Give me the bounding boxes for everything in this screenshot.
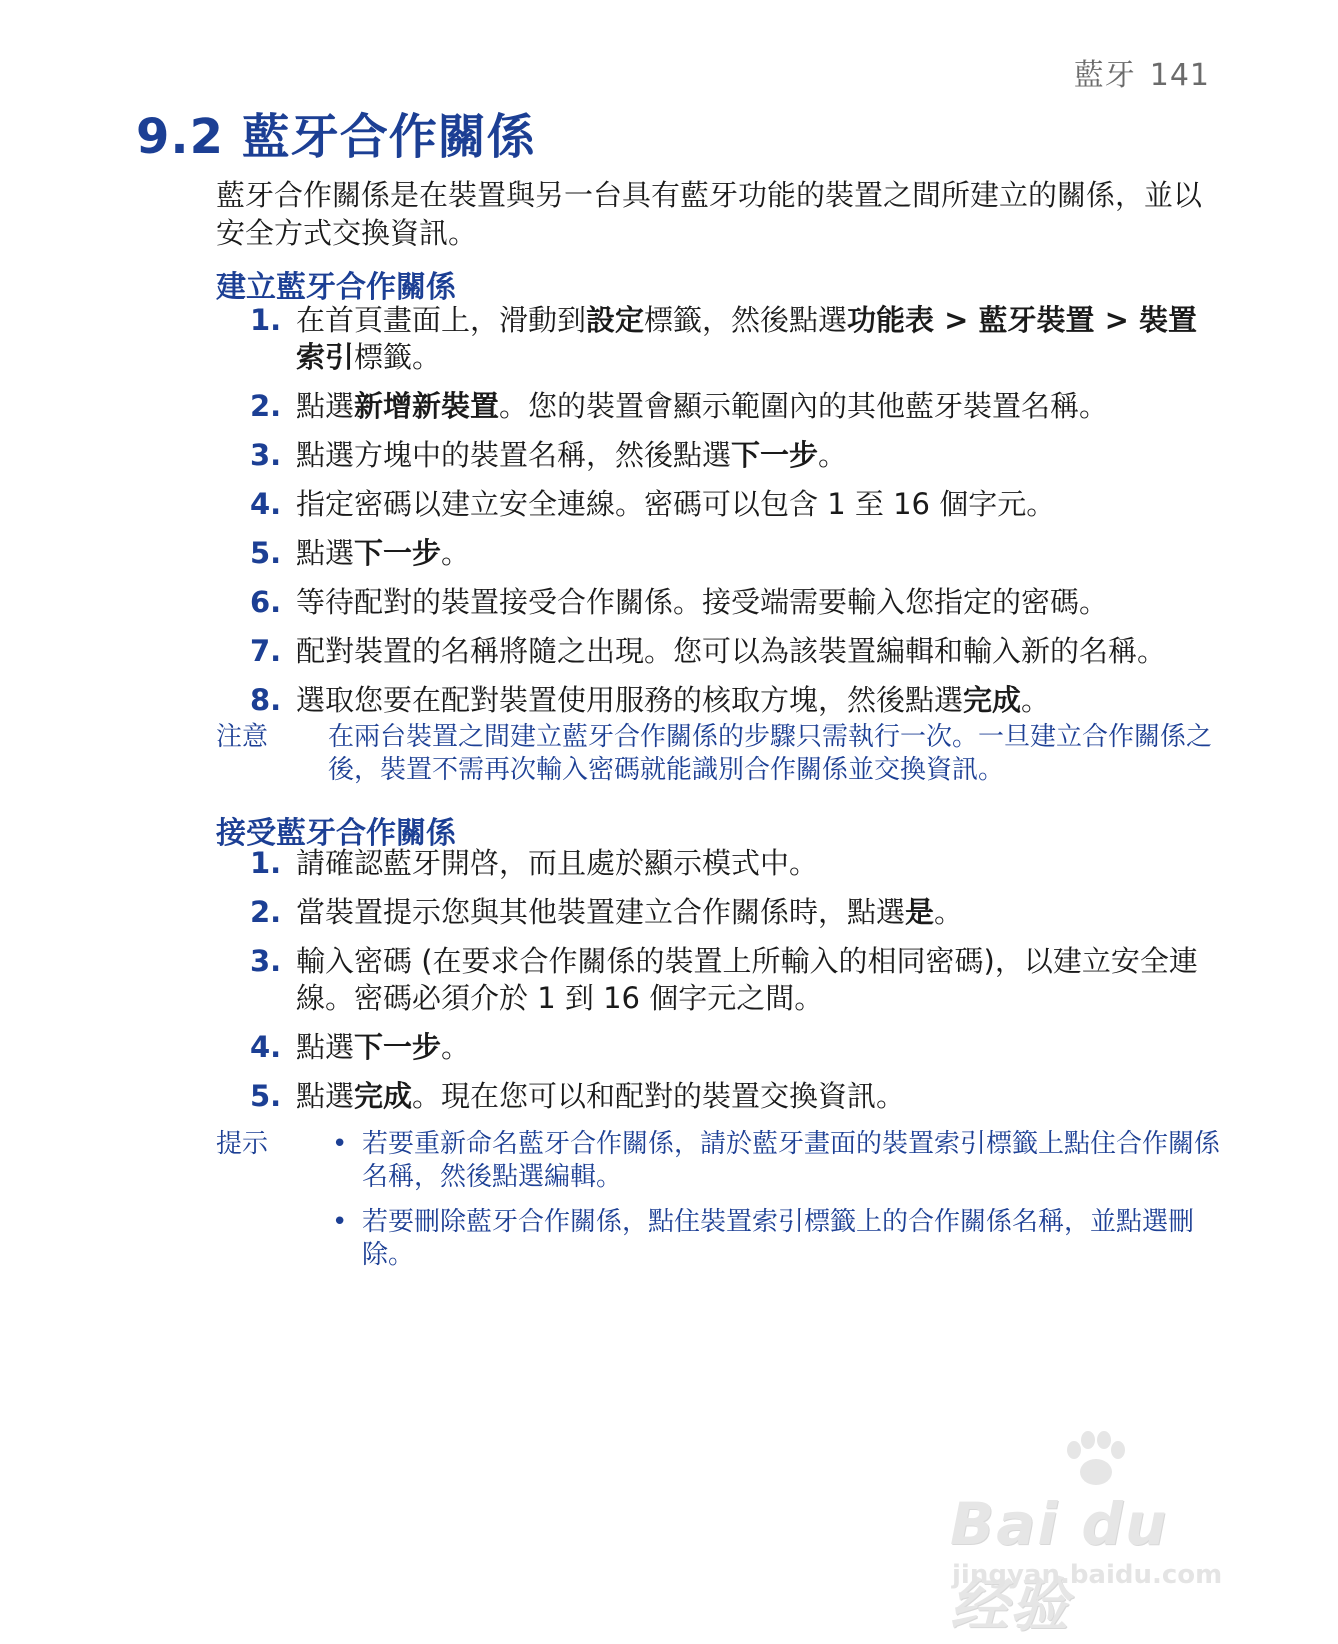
tip-label: 提示 [216, 1129, 269, 1159]
create-step-4 [216, 486, 1226, 523]
page-number: 141 [1149, 58, 1210, 93]
bullet-icon: • [332, 1129, 348, 1159]
accept-step-3 [216, 943, 1226, 1017]
create-step-8 [216, 682, 1226, 719]
create-heading: 建立藍牙合作關係 [216, 270, 456, 305]
step-text: 配對裝置的名稱將隨之出現。您可以為該裝置編輯和輸入新的名稱。 [296, 634, 1167, 668]
accept-step-5 [216, 1078, 1226, 1115]
step-number: 1. [250, 846, 282, 880]
step-text: 點選方塊中的裝置名稱，然後點選下一步。 [296, 438, 848, 472]
watermark-logo: Bai du 经验 [950, 1490, 1169, 1639]
step-text: 點選完成。現在您可以和配對的裝置交換資訊。 [296, 1079, 906, 1113]
step-text: 選取您要在配對裝置使用服務的核取方塊，然後點選完成。 [296, 683, 1051, 717]
accept-step-1 [216, 845, 1226, 882]
tip-text: 若要刪除藍牙合作關係，點住裝置索引標籤上的合作關係名稱，並點選刪除。 [362, 1207, 1195, 1270]
header-section: 藍牙 [1073, 58, 1136, 93]
paw-icon [1060, 1430, 1130, 1490]
create-step-1 [216, 302, 1226, 376]
step-number: 1. [250, 303, 282, 337]
note-label: 注意 [216, 722, 269, 752]
step-text: 輸入密碼 (在要求合作關係的裝置上所輸入的相同密碼)，以建立安全連線。密碼必須介於 1 到 16 個字元之間。 [296, 944, 1198, 1015]
create-step-2 [216, 388, 1226, 425]
section-title: 9.2 藍牙合作關係 [136, 109, 536, 165]
bullet-icon: • [332, 1207, 348, 1237]
step-text: 請確認藍牙開啓，而且處於顯示模式中。 [296, 846, 819, 880]
create-steps-list [216, 302, 1226, 731]
note-text: 在兩台裝置之間建立藍牙合作關係的步驟只需執行一次。一旦建立合作關係之後，裝置不需再次輸入密碼就能識別合作關係並交換資訊。 [328, 722, 1213, 785]
page-header [1074, 50, 1210, 94]
step-text: 點選下一步。 [296, 1030, 471, 1064]
step-number: 2. [250, 895, 282, 929]
step-text: 當裝置提示您與其他裝置建立合作關係時，點選是。 [296, 895, 964, 929]
step-number: 3. [250, 438, 282, 472]
accept-step-2 [216, 894, 1226, 931]
step-text: 點選下一步。 [296, 536, 471, 570]
step-number: 4. [250, 487, 282, 521]
create-step-7 [216, 633, 1226, 670]
tip-list [328, 1128, 1226, 1272]
step-number: 5. [250, 536, 282, 570]
step-text: 在首頁畫面上，滑動到設定標籤，然後點選功能表 > 藍牙裝置 > 裝置索引標籤。 [296, 303, 1198, 374]
accept-step-4 [216, 1029, 1226, 1066]
step-text: 等待配對的裝置接受合作關係。接受端需要輸入您指定的密碼。 [296, 585, 1109, 619]
tip-item-2 [328, 1206, 1226, 1272]
step-text: 點選新增新裝置。您的裝置會顯示範圍內的其他藍牙裝置名稱。 [296, 389, 1109, 423]
tip-item-1 [328, 1128, 1226, 1194]
accept-steps-list [216, 845, 1226, 1127]
create-step-6 [216, 584, 1226, 621]
watermark-url: jingyan.baidu.com [952, 1560, 1223, 1590]
baidu-watermark [950, 1430, 1250, 1639]
step-number: 8. [250, 683, 282, 717]
intro-paragraph: 藍牙合作關係是在裝置與另一台具有藍牙功能的裝置之間所建立的關係，並以安全方式交換資訊。 [216, 178, 1203, 250]
step-number: 3. [250, 944, 282, 978]
create-step-3 [216, 437, 1226, 474]
tip-box [216, 1128, 1226, 1284]
note-box [216, 721, 1226, 787]
step-number: 5. [250, 1079, 282, 1113]
step-text: 指定密碼以建立安全連線。密碼可以包含 1 至 16 個字元。 [296, 487, 1056, 521]
step-number: 7. [250, 634, 282, 668]
create-step-5 [216, 535, 1226, 572]
accept-heading: 接受藍牙合作關係 [216, 816, 456, 851]
step-number: 4. [250, 1030, 282, 1064]
step-number: 6. [250, 585, 282, 619]
step-number: 2. [250, 389, 282, 423]
tip-text: 若要重新命名藍牙合作關係，請於藍牙畫面的裝置索引標籤上點住合作關係名稱，然後點選編輯。 [362, 1129, 1221, 1192]
